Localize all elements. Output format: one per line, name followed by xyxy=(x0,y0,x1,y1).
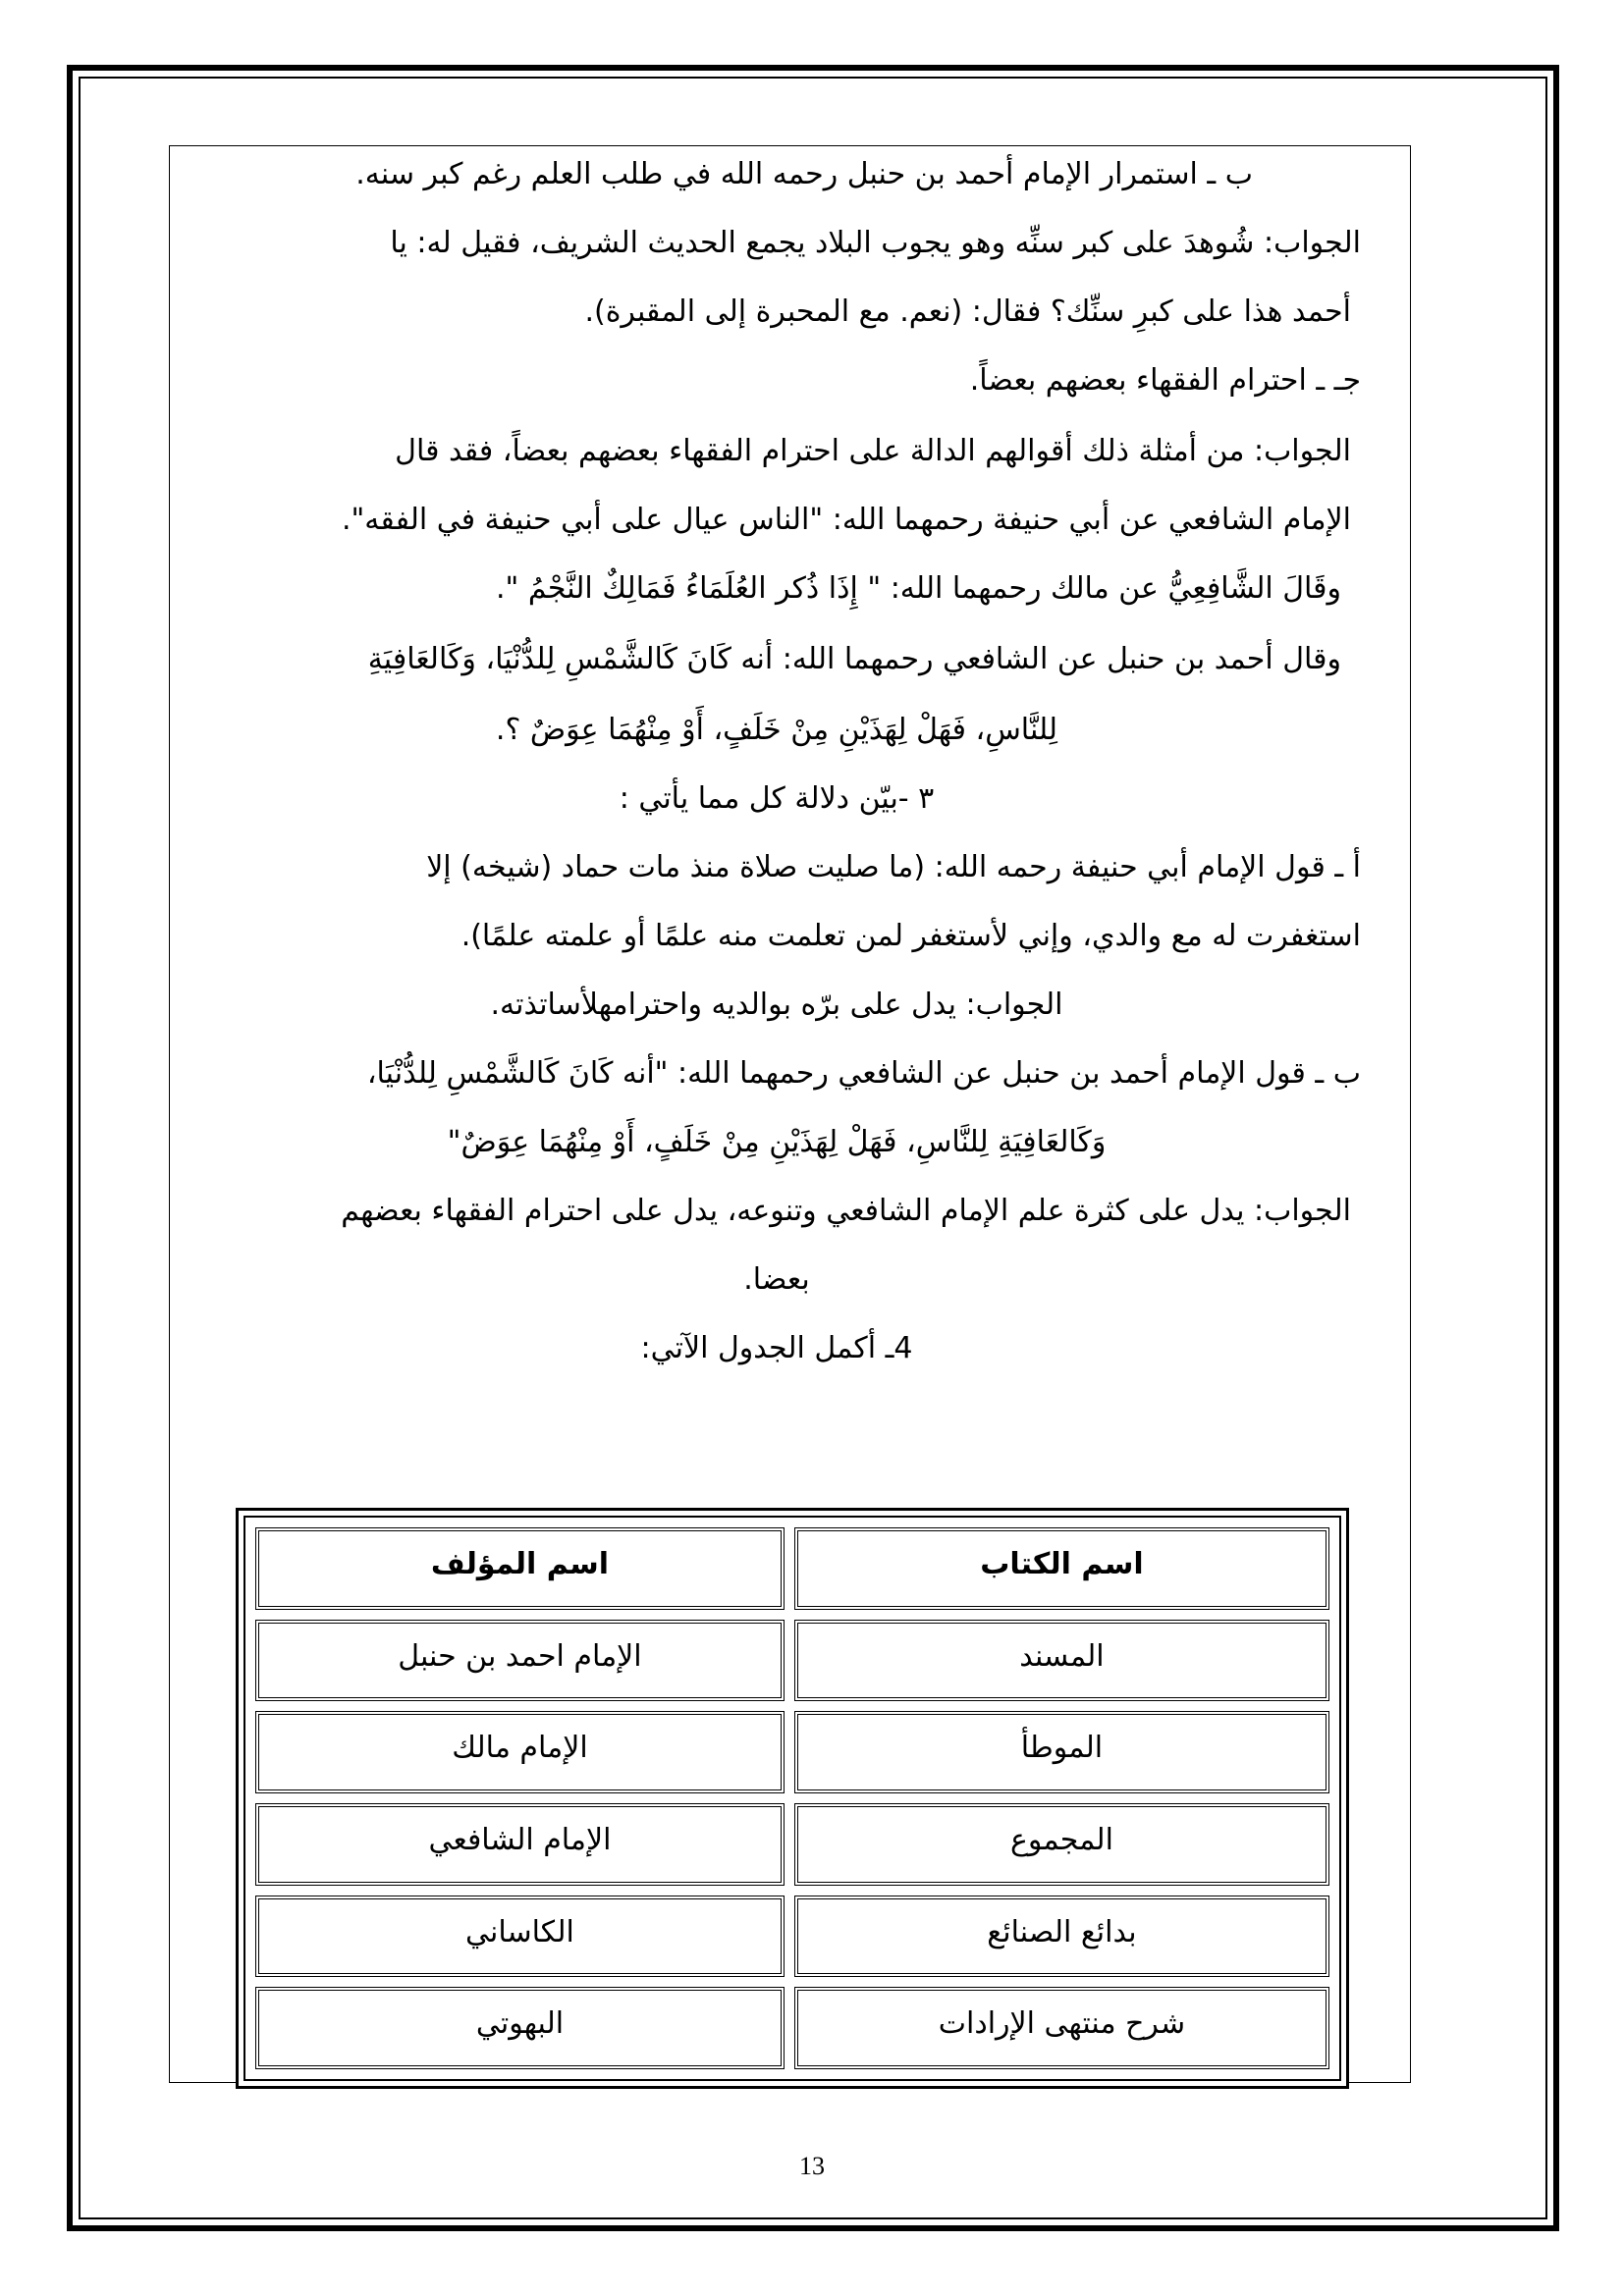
table-row xyxy=(255,1896,1329,1978)
text-line: أ ـ قول الإمام أبي حنيفة رحمه الله: (ما صليت صلاة منذ مات حماد (شيخه) إلا xyxy=(426,850,1361,884)
table-row xyxy=(255,1987,1329,2069)
book-cell: المسند xyxy=(794,1620,1329,1702)
question-heading: 4ـ أكمل الجدول الآتي: xyxy=(640,1331,913,1365)
author-cell: الإمام احمد بن حنبل xyxy=(255,1620,785,1702)
book-cell: شرح منتهى الإرادات xyxy=(794,1987,1329,2069)
text-line: وقَالَ الشَّافِعِيُّ عن مالك رحمهما الله: " إِذَا ذُكر العُلَمَاءُ فَمَالِكٌ النَّجْمُ ". xyxy=(496,571,1341,606)
table-header-row xyxy=(255,1527,1329,1610)
page-number: 13 xyxy=(799,2152,825,2180)
text-line: وقال أحمد بن حنبل عن الشافعي رحمهما الله: أنه كَانَ كَالشَّمْسِ لِلدُّنْيَا، وَكَالعَافِيَةِ xyxy=(367,642,1341,676)
answer-line: الجواب: يدل على برّه بوالديه واحترامهلأساتذته. xyxy=(490,988,1063,1022)
author-cell: الإمام مالك xyxy=(255,1711,785,1793)
subheading: جـ ـ احترام الفقهاء بعضهم بعضاً. xyxy=(969,363,1361,398)
column-header-book: اسم الكتاب xyxy=(794,1527,1329,1610)
table-row xyxy=(255,1620,1329,1702)
table-row xyxy=(255,1711,1329,1793)
text-line: أحمد هذا على كبرِ سنِّك؟ فقال: (نعم. مع المحبرة إلى المقبرة). xyxy=(584,294,1351,329)
text-line: ب ـ استمرار الإمام أحمد بن حنبل رحمه الله في طلب العلم رغم كبر سنه. xyxy=(355,157,1253,191)
author-cell: البهوتي xyxy=(255,1987,785,2069)
question-heading: ٣ -بيّن دلالة كل مما يأتي : xyxy=(619,781,935,816)
books-table xyxy=(245,1518,1339,2079)
text-line: الجواب: شُوهدَ على كبر سنِّه وهو يجوب البلاد يجمع الحديث الشريف، فقيل له: يا xyxy=(390,226,1361,260)
column-header-author: اسم المؤلف xyxy=(255,1527,785,1610)
books-table-frame xyxy=(236,1508,1349,2089)
text-line: لِلنَّاسِ، فَهَلْ لِهَذَيْنِ مِنْ خَلَفٍ، أَوْ مِنْهُمَا عِوَضٌ ؟. xyxy=(495,713,1058,747)
text-line: وَكَالعَافِيَةِ لِلنَّاسِ، فَهَلْ لِهَذَيْنِ مِنْ خَلَفٍ، أَوْ مِنْهُمَا عِوَضٌ" xyxy=(447,1125,1107,1159)
author-cell: الكاساني xyxy=(255,1896,785,1978)
table-row xyxy=(255,1803,1329,1886)
text-line: ب ـ قول الإمام أحمد بن حنبل عن الشافعي رحمهما الله: "أنه كَانَ كَالشَّمْسِ لِلدُّنْيَا، xyxy=(366,1056,1361,1091)
text-line: الإمام الشافعي عن أبي حنيفة رحمهما الله: "الناس عيال على أبي حنيفة في الفقه". xyxy=(341,503,1351,537)
answer-line: الجواب: يدل على كثرة علم الإمام الشافعي وتنوعه، يدل على احترام الفقهاء بعضهم xyxy=(341,1194,1351,1228)
text-line: بعضا. xyxy=(743,1262,810,1297)
book-cell: المجموع xyxy=(794,1803,1329,1886)
books-table-inner-frame xyxy=(244,1516,1341,2081)
book-cell: الموطأ xyxy=(794,1711,1329,1793)
text-line: الجواب: من أمثلة ذلك أقوالهم الدالة على احترام الفقهاء بعضهم بعضاً، فقد قال xyxy=(395,434,1351,468)
text-line: استغفرت له مع والدي، وإني لأستغفر لمن تعلمت منه علمًا أو علمته علمًا). xyxy=(460,919,1361,953)
book-cell: بدائع الصنائع xyxy=(794,1896,1329,1978)
author-cell: الإمام الشافعي xyxy=(255,1803,785,1886)
